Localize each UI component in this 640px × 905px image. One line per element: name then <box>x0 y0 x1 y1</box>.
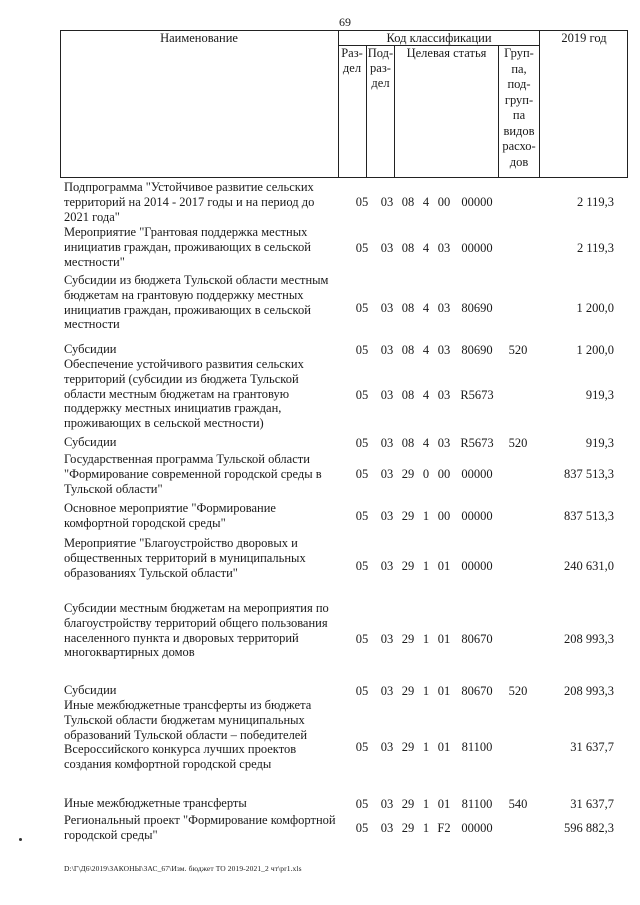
row-razdel: 05 <box>355 436 369 450</box>
header-target: Целевая статья <box>406 46 487 60</box>
row-t1: 08 <box>401 388 415 402</box>
row-razdel: 05 <box>355 343 369 357</box>
header-name: Наименование <box>160 31 238 45</box>
row-podrazdel: 03 <box>380 509 394 523</box>
margin-dot <box>19 838 22 841</box>
row-amount: 1 200,0 <box>576 301 614 315</box>
row-t2: 1 <box>422 740 430 754</box>
row-t2: 4 <box>422 388 430 402</box>
row-t1: 29 <box>401 797 415 811</box>
row-t4: 00000 <box>461 195 493 209</box>
row-t3: 03 <box>437 388 451 402</box>
row-amount: 919,3 <box>585 436 614 450</box>
row-t1: 29 <box>401 740 415 754</box>
row-t3: 00 <box>437 467 451 481</box>
row-amount: 919,3 <box>585 388 614 402</box>
row-t1: 08 <box>401 301 415 315</box>
row-amount: 208 993,3 <box>564 632 614 646</box>
row-razdel: 05 <box>355 632 369 646</box>
row-t3: 03 <box>437 241 451 255</box>
row-t2: 4 <box>422 343 430 357</box>
row-podrazdel: 03 <box>380 632 394 646</box>
row-name: Основное мероприятие "Формирование комфортной городской среды" <box>64 501 276 530</box>
table-header <box>60 30 628 178</box>
row-t4: 80690 <box>461 343 493 357</box>
row-t2: 4 <box>422 301 430 315</box>
row-podrazdel: 03 <box>380 797 394 811</box>
row-razdel: 05 <box>355 821 369 835</box>
row-t1: 08 <box>401 195 415 209</box>
row-t4: 00000 <box>461 241 493 255</box>
row-t1: 08 <box>401 436 415 450</box>
row-t4: 80670 <box>461 632 493 646</box>
row-amount: 208 993,3 <box>564 684 614 698</box>
row-amount: 837 513,3 <box>564 467 614 481</box>
row-podrazdel: 03 <box>380 467 394 481</box>
row-t3: 01 <box>437 797 451 811</box>
file-path-footer: D:\Г\Д6\2019\ЗАКОНЫ\ЗАС_67\Изм. бюджет ТО 2019-2021_2 чт\pr1.xls <box>64 864 302 873</box>
row-razdel: 05 <box>355 467 369 481</box>
row-t1: 29 <box>401 559 415 573</box>
row-t4: 00000 <box>461 509 493 523</box>
row-name: Подпрограмма "Устойчивое развитие сельских территорий на 2014 - 2017 годы и на период до 2021 года" <box>64 180 315 224</box>
row-t2: 1 <box>422 684 430 698</box>
row-amount: 837 513,3 <box>564 509 614 523</box>
row-razdel: 05 <box>355 195 369 209</box>
row-razdel: 05 <box>355 740 369 754</box>
header-year: 2019 год <box>561 31 607 45</box>
row-name: Субсидии <box>64 342 117 356</box>
row-t3: 01 <box>437 684 451 698</box>
row-t1: 08 <box>401 241 415 255</box>
row-podrazdel: 03 <box>380 821 394 835</box>
row-t4: R5673 <box>460 388 494 402</box>
row-name: Субсидии из бюджета Тульской области местным бюджетам на грантовую поддержку местных инициатив граждан, проживающих в сельской местности <box>64 273 329 332</box>
row-group: 540 <box>508 797 528 811</box>
row-t4: R5673 <box>460 436 494 450</box>
page-number: 69 <box>339 15 351 29</box>
row-podrazdel: 03 <box>380 559 394 573</box>
row-name: Субсидии <box>64 435 117 449</box>
row-t1: 08 <box>401 343 415 357</box>
row-amount: 1 200,0 <box>576 343 614 357</box>
row-razdel: 05 <box>355 241 369 255</box>
row-t3: 00 <box>437 195 451 209</box>
row-podrazdel: 03 <box>380 301 394 315</box>
row-t4: 80690 <box>461 301 493 315</box>
row-name: Мероприятие "Грантовая поддержка местных инициатив граждан, проживающих в сельской местности" <box>64 225 311 269</box>
row-amount: 2 119,3 <box>576 195 614 209</box>
row-podrazdel: 03 <box>380 684 394 698</box>
row-name: Государственная программа Тульской области "Формирование современной городской среды в Тульской области" <box>64 452 322 496</box>
row-t2: 1 <box>422 632 430 646</box>
header-podrazdel: Под- раз- дел <box>367 46 394 90</box>
row-t2: 0 <box>422 467 430 481</box>
row-t4: 80670 <box>461 684 493 698</box>
row-amount: 2 119,3 <box>576 241 614 255</box>
header-razdel: Раз- дел <box>341 46 363 75</box>
row-t3: 01 <box>437 632 451 646</box>
row-name: Субсидии <box>64 683 117 697</box>
row-t1: 29 <box>401 632 415 646</box>
row-t2: 4 <box>422 436 430 450</box>
row-amount: 31 637,7 <box>570 740 614 754</box>
row-razdel: 05 <box>355 559 369 573</box>
row-t4: 00000 <box>461 467 493 481</box>
row-t3: 01 <box>437 740 451 754</box>
row-t3: 00 <box>437 509 451 523</box>
row-group: 520 <box>508 436 528 450</box>
row-podrazdel: 03 <box>380 436 394 450</box>
row-name: Иные межбюджетные трансферты <box>64 796 247 810</box>
header-group: Груп- па, под- груп- па видов расхо- дов <box>502 46 536 169</box>
row-razdel: 05 <box>355 388 369 402</box>
row-name: Мероприятие "Благоустройство дворовых и общественных территорий в муниципальных образованиях Тульской области" <box>64 536 306 580</box>
row-t3: 01 <box>437 559 451 573</box>
row-t2: 4 <box>422 241 430 255</box>
row-group: 520 <box>508 343 528 357</box>
row-razdel: 05 <box>355 509 369 523</box>
row-t1: 29 <box>401 684 415 698</box>
row-razdel: 05 <box>355 797 369 811</box>
row-t4: 00000 <box>461 559 493 573</box>
row-amount: 596 882,3 <box>564 821 614 835</box>
row-t3: 03 <box>437 436 451 450</box>
row-podrazdel: 03 <box>380 343 394 357</box>
row-razdel: 05 <box>355 301 369 315</box>
row-amount: 240 631,0 <box>564 559 614 573</box>
row-t1: 29 <box>401 821 415 835</box>
row-t3: F2 <box>437 821 451 835</box>
row-podrazdel: 03 <box>380 241 394 255</box>
row-name: Субсидии местным бюджетам на мероприятия по благоустройству территорий общего пользования населенного пункта и дворовых территорий многоквартирных домов <box>64 601 329 660</box>
row-podrazdel: 03 <box>380 740 394 754</box>
row-t2: 1 <box>422 797 430 811</box>
row-t1: 29 <box>401 467 415 481</box>
header-classification: Код классификации <box>386 31 492 45</box>
row-t3: 03 <box>437 343 451 357</box>
row-podrazdel: 03 <box>380 195 394 209</box>
row-group: 520 <box>508 684 528 698</box>
row-t1: 29 <box>401 509 415 523</box>
row-t2: 1 <box>422 821 430 835</box>
row-t2: 4 <box>422 195 430 209</box>
row-t4: 81100 <box>461 740 493 754</box>
row-t4: 00000 <box>461 821 493 835</box>
row-podrazdel: 03 <box>380 388 394 402</box>
row-razdel: 05 <box>355 684 369 698</box>
row-t3: 03 <box>437 301 451 315</box>
row-t2: 1 <box>422 559 430 573</box>
row-name: Иные межбюджетные трансферты из бюджета Тульской области бюджетам муниципальных образований Тульской области – победителей Всероссийского конкурса лучших проектов создания комфортной городской среды <box>64 698 312 772</box>
row-name: Обеспечение устойчивого развития сельских территорий (субсидии из бюджета Тульской области местным бюджетам на грантовую поддержку местных инициатив граждан, проживающих в сельской местности) <box>64 357 304 431</box>
row-name: Региональный проект "Формирование комфортной городской среды" <box>64 813 336 842</box>
row-t2: 1 <box>422 509 430 523</box>
row-t4: 81100 <box>461 797 493 811</box>
row-amount: 31 637,7 <box>570 797 614 811</box>
